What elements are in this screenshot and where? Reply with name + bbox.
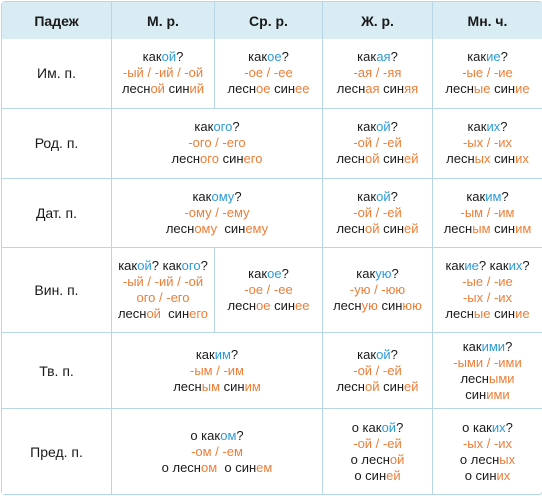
question-ending: ое bbox=[267, 49, 282, 65]
case-label: Пред. п. bbox=[2, 409, 112, 494]
ending-text: ом bbox=[200, 459, 218, 475]
cell-line bbox=[325, 420, 430, 436]
question-ending: им bbox=[214, 346, 231, 362]
stem-text: лесн bbox=[227, 298, 256, 314]
ending-text: -ый / -ий / -ой bbox=[122, 274, 204, 290]
ending-text: ых bbox=[474, 151, 491, 167]
cell-line bbox=[325, 205, 430, 221]
ending-text: юю bbox=[402, 298, 422, 314]
stem-text: ? bbox=[396, 419, 404, 435]
stem-text: как bbox=[248, 49, 268, 65]
stem-text: как bbox=[357, 346, 377, 362]
stem-text: ? bbox=[390, 49, 398, 65]
ending-text: ой bbox=[364, 151, 380, 167]
stem-text: лесн bbox=[336, 220, 365, 236]
cell-line bbox=[435, 65, 540, 81]
ending-text: им bbox=[515, 220, 532, 236]
stem-text: ? bbox=[501, 188, 509, 204]
cell-line bbox=[114, 151, 320, 167]
declension-cell bbox=[112, 248, 215, 333]
stem-text: ? bbox=[391, 266, 399, 282]
case-label: Им. п. bbox=[2, 39, 112, 109]
ending-text: -ым / -им bbox=[460, 204, 515, 220]
ending-text: ое bbox=[256, 81, 271, 97]
ending-text: -ый / -ий / -ой bbox=[122, 65, 204, 81]
stem-text: лесн bbox=[333, 298, 362, 314]
ending-text: -ое / -ее bbox=[244, 282, 293, 298]
ending-text: ем bbox=[256, 459, 273, 475]
table-row bbox=[2, 409, 542, 494]
declension-cell bbox=[433, 409, 542, 494]
cell-line bbox=[435, 258, 540, 274]
cell-line bbox=[435, 151, 540, 167]
stem-text: син bbox=[379, 151, 405, 167]
stem-text: син bbox=[465, 386, 487, 402]
question-ending: ому bbox=[211, 188, 235, 204]
declension-cell bbox=[112, 409, 323, 494]
stem-text: о син bbox=[217, 459, 257, 475]
cell-line bbox=[114, 189, 320, 205]
stem-text: ? bbox=[500, 119, 508, 135]
stem-text: ? bbox=[500, 49, 508, 65]
declension-cell bbox=[323, 179, 433, 249]
cell-line bbox=[114, 135, 320, 151]
cell-line bbox=[114, 363, 320, 379]
cell-line bbox=[435, 135, 540, 151]
cell-line bbox=[325, 436, 430, 452]
stem-text: ? bbox=[281, 266, 289, 282]
stem-text: ? bbox=[232, 119, 240, 135]
declension-cell bbox=[323, 248, 433, 333]
stem-text: ? как bbox=[478, 258, 509, 274]
ending-text: ие bbox=[515, 81, 530, 97]
ending-text: ими bbox=[486, 386, 510, 402]
cell-line bbox=[217, 298, 320, 314]
question-ending: ой bbox=[376, 119, 391, 135]
stem-text: лесн bbox=[173, 378, 202, 394]
table-body bbox=[2, 39, 542, 494]
cell-line bbox=[325, 119, 430, 135]
cell-line bbox=[217, 81, 320, 97]
stem-text: син bbox=[270, 81, 296, 97]
table-row bbox=[2, 109, 542, 179]
table-row bbox=[2, 179, 542, 249]
ending-text: ых bbox=[499, 451, 516, 467]
stem-text: о как bbox=[462, 419, 492, 435]
stem-text: о син bbox=[464, 467, 497, 483]
ending-text: -ых / -их bbox=[462, 290, 513, 306]
stem-text: ? bbox=[176, 49, 184, 65]
stem-text: как bbox=[462, 338, 482, 354]
ending-text: ей bbox=[386, 467, 401, 483]
ending-text: их bbox=[515, 151, 529, 167]
stem-text: лесн bbox=[121, 81, 151, 97]
stem-text: лесн bbox=[445, 81, 474, 97]
stem-text: син bbox=[164, 81, 190, 97]
cell-line bbox=[435, 436, 540, 452]
cell-line bbox=[217, 49, 320, 65]
declension-cell bbox=[112, 109, 323, 179]
ending-text: ой bbox=[150, 81, 165, 97]
cell-line bbox=[325, 65, 430, 81]
cell-line bbox=[114, 221, 320, 237]
stem-text: ? bbox=[230, 346, 239, 362]
ending-text: яя bbox=[404, 81, 419, 97]
cell-line bbox=[325, 151, 430, 167]
declension-cell bbox=[323, 109, 433, 179]
stem-text: лесн bbox=[336, 81, 366, 97]
cell-line bbox=[435, 387, 540, 403]
stem-text: о лесн bbox=[459, 451, 500, 467]
ending-text: -ым / -им bbox=[190, 362, 244, 378]
cell-line bbox=[435, 420, 540, 436]
stem-text: о лесн bbox=[350, 451, 390, 467]
cell-line bbox=[325, 468, 430, 484]
cell-line bbox=[114, 65, 212, 81]
cell-line bbox=[435, 205, 540, 221]
ending-text: ему bbox=[245, 220, 269, 236]
question-ending: им bbox=[485, 188, 502, 204]
header-case: Падеж bbox=[2, 2, 112, 39]
stem-text: как bbox=[445, 258, 465, 274]
stem-text: как bbox=[467, 49, 487, 65]
stem-text: лесн bbox=[460, 370, 489, 386]
ending-text: -ое / -ее bbox=[244, 65, 293, 81]
cell-line bbox=[114, 49, 212, 65]
cell-line bbox=[435, 355, 540, 371]
declension-cell bbox=[323, 333, 433, 409]
ending-text: -ом / -ем bbox=[191, 443, 243, 459]
stem-text: о лесн bbox=[161, 459, 201, 475]
stem-text: ? bbox=[236, 427, 244, 443]
stem-text: лесн bbox=[336, 378, 365, 394]
stem-text: син bbox=[379, 220, 405, 236]
stem-text: син bbox=[379, 378, 405, 394]
stem-text: как bbox=[356, 266, 376, 282]
cell-line bbox=[435, 221, 540, 237]
ending-text: ой bbox=[364, 378, 380, 394]
ending-text: ие bbox=[515, 306, 530, 322]
cell-line bbox=[435, 339, 540, 355]
table-row bbox=[2, 39, 542, 109]
cell-line bbox=[114, 81, 212, 97]
declension-cell bbox=[433, 248, 542, 333]
ending-text: -ой / -ей bbox=[353, 135, 402, 151]
question-ending: ой bbox=[381, 419, 397, 435]
stem-text: син bbox=[220, 378, 245, 394]
question-ending: их bbox=[491, 419, 506, 435]
ending-text: -ого / -его bbox=[188, 135, 246, 151]
stem-text: ? bbox=[505, 338, 513, 354]
stem-text: о как bbox=[351, 419, 382, 435]
ending-text: ым bbox=[472, 220, 491, 236]
ending-text: ыми bbox=[488, 370, 515, 386]
declension-cell bbox=[112, 179, 323, 249]
declension-cell bbox=[433, 333, 542, 409]
ending-text: ая bbox=[365, 81, 380, 97]
table-row bbox=[2, 333, 542, 409]
cell-line bbox=[217, 266, 320, 282]
cell-line bbox=[114, 274, 212, 290]
cell-line bbox=[435, 49, 540, 65]
declension-cell bbox=[323, 409, 433, 494]
ending-text: -ая / -яя bbox=[353, 65, 402, 81]
cell-line bbox=[325, 189, 430, 205]
stem-text: син bbox=[377, 298, 403, 314]
cell-line bbox=[114, 428, 320, 444]
stem-text: лесн bbox=[227, 81, 256, 97]
header-neuter: Ср. р. bbox=[215, 2, 323, 39]
cell-line bbox=[325, 363, 430, 379]
cell-line bbox=[325, 221, 430, 237]
cell-line bbox=[325, 452, 430, 468]
cell-line bbox=[217, 282, 320, 298]
cell-line bbox=[435, 452, 540, 468]
ending-text: -ую / -юю bbox=[349, 282, 406, 298]
ending-text: ее bbox=[295, 81, 310, 97]
cell-line bbox=[325, 379, 430, 395]
cell-line bbox=[114, 290, 212, 306]
ending-text: ые bbox=[473, 306, 491, 322]
ending-text: ым bbox=[201, 378, 220, 394]
table-row bbox=[2, 248, 542, 333]
header-feminine: Ж. р. bbox=[323, 2, 433, 39]
cell-line bbox=[325, 135, 430, 151]
stem-text: син bbox=[490, 220, 516, 236]
ending-text: ое bbox=[256, 298, 271, 314]
question-ending: ого bbox=[181, 258, 201, 274]
cell-line bbox=[435, 274, 540, 290]
cell-line bbox=[325, 81, 430, 97]
cell-line bbox=[435, 189, 540, 205]
declension-cell bbox=[215, 39, 323, 109]
ending-text: его bbox=[189, 306, 209, 322]
question-ending: ого bbox=[213, 119, 233, 135]
declension-cell bbox=[433, 179, 542, 249]
declension-cell bbox=[112, 333, 323, 409]
question-ending: ой bbox=[376, 188, 391, 204]
ending-text: ому bbox=[194, 220, 218, 236]
declension-cell bbox=[433, 39, 542, 109]
stem-text: как bbox=[357, 188, 377, 204]
ending-text: ее bbox=[295, 298, 310, 314]
question-ending: ую bbox=[375, 266, 392, 282]
stem-text: как bbox=[357, 49, 377, 65]
ending-text: ую bbox=[361, 298, 378, 314]
stem-text: ? bbox=[390, 119, 398, 135]
case-label: Род. п. bbox=[2, 109, 112, 179]
cell-line bbox=[325, 266, 430, 282]
stem-text: как bbox=[192, 188, 212, 204]
stem-text: как bbox=[194, 119, 214, 135]
case-label: Дат. п. bbox=[2, 179, 112, 249]
ending-text: ей bbox=[404, 220, 419, 236]
ending-text: -ых / -их bbox=[462, 435, 513, 451]
stem-text: лесн bbox=[446, 151, 475, 167]
cell-line bbox=[114, 460, 320, 476]
cell-line bbox=[114, 205, 320, 221]
cell-line bbox=[114, 258, 212, 274]
cell-line bbox=[435, 119, 540, 135]
stem-text: ? bbox=[281, 49, 289, 65]
stem-text: о как bbox=[190, 427, 221, 443]
ending-text: его bbox=[243, 151, 263, 167]
stem-text: син bbox=[218, 151, 244, 167]
ending-text: ой bbox=[389, 451, 405, 467]
cell-line bbox=[435, 81, 540, 97]
question-ending: ой bbox=[137, 258, 152, 274]
stem-text: син bbox=[217, 220, 246, 236]
header-masculine: М. р. bbox=[112, 2, 215, 39]
case-label: Тв. п. bbox=[2, 333, 112, 409]
question-ending: ие bbox=[464, 258, 479, 274]
cell-line bbox=[435, 290, 540, 306]
question-ending: ом bbox=[220, 427, 237, 443]
stem-text: ? bbox=[390, 346, 398, 362]
header-row bbox=[2, 2, 542, 39]
cell-line bbox=[435, 306, 540, 322]
stem-text: лесн bbox=[445, 306, 474, 322]
case-label: Вин. п. bbox=[2, 248, 112, 333]
stem-text: лесн bbox=[165, 220, 195, 236]
stem-text: лесн bbox=[171, 151, 201, 167]
stem-text: ? bbox=[390, 188, 398, 204]
ending-text: -ыми / -ими bbox=[453, 354, 522, 370]
ending-text: ого bbox=[200, 151, 219, 167]
stem-text: ? bbox=[505, 419, 513, 435]
ending-text: ого / -его bbox=[136, 290, 190, 306]
stem-text: син bbox=[490, 151, 516, 167]
stem-text: лесн bbox=[117, 306, 147, 322]
cell-line bbox=[114, 306, 212, 322]
ending-text: -ому / -ему bbox=[184, 204, 250, 220]
cell-line bbox=[325, 282, 430, 298]
ending-text: ые bbox=[473, 81, 491, 97]
stem-text: ? bbox=[234, 188, 242, 204]
question-ending: ими bbox=[481, 338, 506, 354]
stem-text: как bbox=[248, 266, 268, 282]
cell-line bbox=[435, 468, 540, 484]
declension-cell bbox=[215, 248, 323, 333]
ending-text: ий bbox=[189, 81, 205, 97]
ending-text: -ой / -ей bbox=[353, 435, 402, 451]
ending-text: их bbox=[496, 467, 511, 483]
declension-table bbox=[1, 1, 542, 495]
question-ending: ой bbox=[161, 49, 177, 65]
header-plural: Мн. ч. bbox=[433, 2, 542, 39]
cell-line bbox=[114, 119, 320, 135]
question-ending: ое bbox=[267, 266, 282, 282]
ending-text: -ых / -их bbox=[462, 135, 513, 151]
question-ending: ой bbox=[376, 346, 391, 362]
stem-text: как bbox=[466, 188, 486, 204]
stem-text: син bbox=[379, 81, 405, 97]
ending-text: ей bbox=[404, 378, 419, 394]
stem-text: о син bbox=[354, 467, 387, 483]
question-ending: ая bbox=[376, 49, 391, 65]
stem-text: син bbox=[490, 81, 516, 97]
stem-text: как bbox=[195, 346, 215, 362]
cell-line bbox=[435, 371, 540, 387]
cell-line bbox=[325, 347, 430, 363]
ending-text: им bbox=[244, 378, 261, 394]
declension-cell bbox=[433, 109, 542, 179]
stem-text: син bbox=[270, 298, 296, 314]
cell-line bbox=[114, 347, 320, 363]
cell-line bbox=[114, 379, 320, 395]
question-ending: их bbox=[486, 119, 501, 135]
ending-text: -ой / -ей bbox=[353, 204, 402, 220]
question-ending: ие bbox=[486, 49, 501, 65]
ending-text: -ые / -ие bbox=[462, 274, 513, 290]
cell-line bbox=[217, 65, 320, 81]
stem-text: как bbox=[118, 258, 138, 274]
question-ending: их bbox=[508, 258, 523, 274]
cell-line bbox=[114, 444, 320, 460]
ending-text: ой bbox=[364, 220, 380, 236]
cell-line bbox=[325, 298, 430, 314]
declension-cell bbox=[112, 39, 215, 109]
ending-text: ой bbox=[146, 306, 161, 322]
cell-line bbox=[325, 49, 430, 65]
declension-cell bbox=[323, 39, 433, 109]
stem-text: лесн bbox=[336, 151, 365, 167]
stem-text: ? bbox=[200, 258, 208, 274]
stem-text: как bbox=[467, 119, 487, 135]
stem-text: син bbox=[160, 306, 190, 322]
stem-text: как bbox=[357, 119, 377, 135]
ending-text: -ые / -ие bbox=[462, 65, 513, 81]
ending-text: -ой / -ей bbox=[353, 362, 402, 378]
ending-text: ей bbox=[404, 151, 419, 167]
stem-text: син bbox=[490, 306, 516, 322]
stem-text: лесн bbox=[443, 220, 473, 236]
stem-text: как bbox=[142, 49, 162, 65]
stem-text: ? как bbox=[151, 258, 182, 274]
stem-text: ? bbox=[522, 258, 530, 274]
